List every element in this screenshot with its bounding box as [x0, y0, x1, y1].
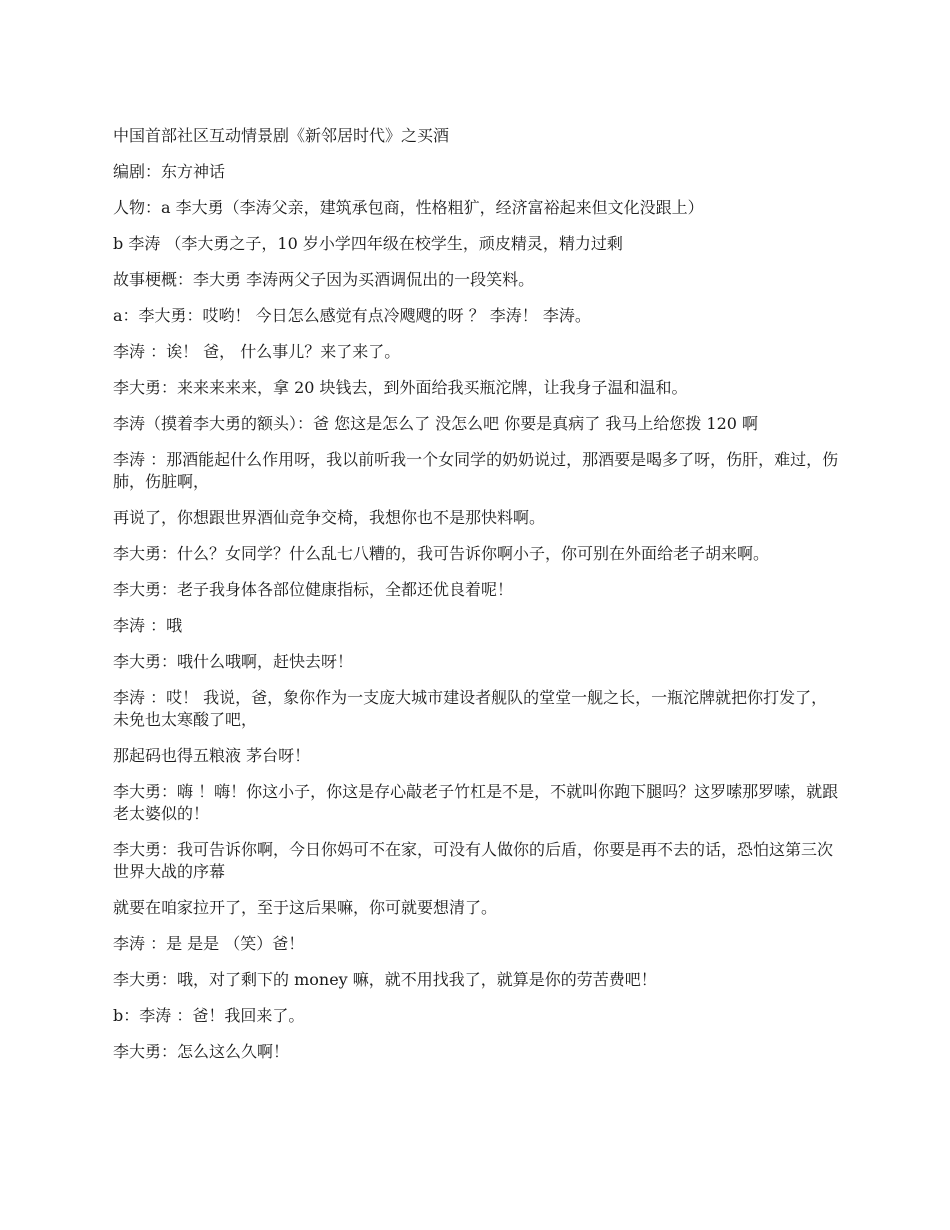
dialogue-line: 就要在咱家拉开了，至于这后果嘛，你可就要想清了。 [113, 898, 498, 917]
dialogue-line: 再说了，你想跟世界酒仙竞争交椅，我想你也不是那快料啊。 [113, 508, 546, 527]
dialogue-line: 李大勇：老子我身体各部位健康指标，全都还优良着呢！ [113, 580, 514, 599]
dialogue-line: 李涛 ：是 是是 （笑）爸！ [113, 934, 305, 953]
dialogue-line: 李涛 ：哦 [113, 616, 183, 635]
dialogue-line: 李涛 ：诶！ 爸， 什么事儿？来了来了。 [113, 342, 401, 361]
dialogue-line: 李大勇：来来来来来，拿 20 块钱去，到外面给我买瓶沱牌，让我身子温和温和。 [113, 378, 688, 397]
dialogue-line: 李涛 ：那酒能起什么作用呀，我以前听我一个女同学的奶奶说过，那酒要是喝多了呀，伤肝，难过，伤肺，伤脏啊， [113, 450, 839, 491]
script-writer: 编剧：东方神话 [113, 162, 226, 181]
dialogue-line: 李大勇：嗨 ！嗨！你这小子，你这是存心敲老子竹杠是不是，不就叫你跑下腿吗？这罗嗦那罗嗦，就跟老太婆似的！ [113, 782, 839, 823]
story-synopsis: 故事梗概：李大勇 李涛两父子因为买酒调侃出的一段笑料。 [113, 270, 535, 289]
dialogue-line: b：李涛 ：爸！我回来了。 [113, 1006, 305, 1025]
script-title: 中国首部社区互动情景剧《新邻居时代》之买酒 [113, 126, 450, 145]
dialogue-line: 李涛 ：哎！ 我说，爸，象你作为一支庞大城市建设者舰队的堂堂一舰之长，一瓶沱牌就把你打发了，未免也太寒酸了吧， [113, 688, 828, 729]
dialogue-line: 那起码也得五粮液 茅台呀！ [113, 746, 311, 765]
document-body [113, 125, 843, 1077]
dialogue-line: 李大勇：什么？女同学？什么乱七八糟的，我可告诉你啊小子，你可别在外面给老子胡来啊。 [113, 544, 770, 563]
dialogue-line: 李大勇：哦，对了剩下的 money 嘛，就不用找我了，就算是你的劳苦费吧！ [113, 970, 657, 989]
dialogue-line: 李大勇：怎么这么久啊！ [113, 1042, 290, 1061]
dialogue-line: 李涛（摸着李大勇的额头）：爸 您这是怎么了 没怎么吧 你要是真病了 我马上给您拨 120 啊 [113, 414, 759, 433]
dialogue-line: 李大勇：哦什么哦啊，赶快去呀！ [113, 652, 354, 671]
character-b: b 李涛 （李大勇之子，10 岁小学四年级在校学生，顽皮精灵，精力过剩 [113, 234, 623, 253]
dialogue-line: a：李大勇：哎哟！ 今日怎么感觉有点冷飕飕的呀 ？ 李涛！ 李涛。 [113, 306, 591, 325]
dialogue-line: 李大勇：我可告诉你啊，今日你妈可不在家，可没有人做你的后盾，你要是再不去的话，恐怕这第三次世界大战的序幕 [113, 840, 834, 881]
character-a: 人物：a 李大勇（李涛父亲，建筑承包商，性格粗犷，经济富裕起来但文化没跟上） [113, 198, 704, 217]
